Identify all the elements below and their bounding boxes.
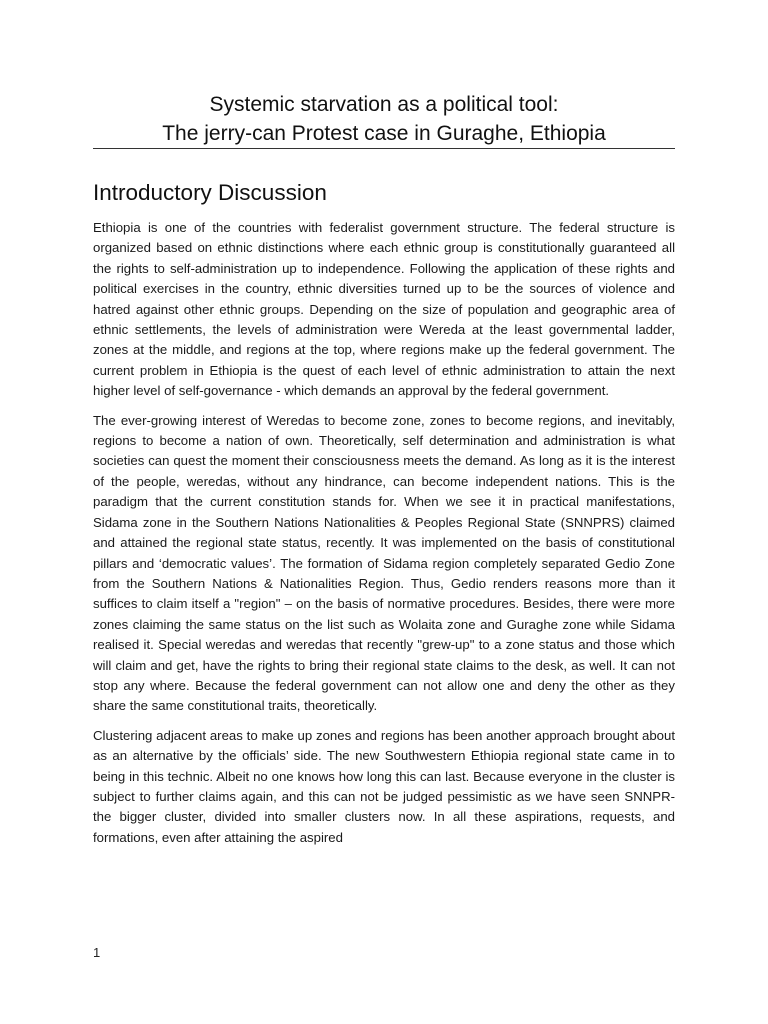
title-line-2: The jerry-can Protest case in Guraghe, Ethiopia bbox=[162, 122, 606, 145]
body-text bbox=[93, 218, 675, 857]
title-divider bbox=[93, 148, 675, 149]
title-line-1: Systemic starvation as a political tool: bbox=[209, 93, 559, 116]
paragraph-3: Clustering adjacent areas to make up zones and regions has been another approach brought about as an alternative by the officials’ side. The new Southwestern Ethiopia regional state came in to being in this technic. Albeit no one knows how long this can last. Because everyone in the cluster is subject to further claims again, and this can not be judged pessimistic as we have seen SNNPR- the bigger cluster, divided into smaller clusters now. In all these aspirations, requests, and formations, even after attaining the aspired bbox=[93, 727, 675, 845]
paragraph-1: Ethiopia is one of the countries with federalist government structure. The federal structure is organized based on ethnic distinctions where each ethnic group is constitutionally guaranteed all the rights to self-administration up to independence. Following the application of these rights and political exercises in the country, ethnic diversities turned up to be the sources of violence and hatred against other ethnic groups. Depending on the size of population and geographic area of ethnic settlements, the levels of administration were Wereda at the least governmental ladder, zones at the middle, and regions at the top, where regions make up the federal government. The current problem in Ethiopia is the quest of each level of ethnic administration to attain the next higher level of self-governance - which demands an approval by the federal government. bbox=[93, 220, 675, 399]
section-heading: Introductory Discussion bbox=[93, 180, 327, 205]
document-title bbox=[93, 90, 675, 148]
paragraph-2: The ever-growing interest of Weredas to become zone, zones to become regions, and inevitably, regions to become a nation of own. Theoretically, self determination and administration is what societies can quest the moment their consciousness meets the demand. As long as it is the interest of the people, weredas, without any hindrance, can become independent nations. This is the paradigm that the current constitution stands for. When we see it in practical manifestations, Sidama zone in the Southern Nations Nationalities & Peoples Regional State (SNNPRS) claimed and attained the regional state status, recently. It was implemented on the basis of constitutional pillars and ‘democratic values’. The formation of Sidama region completely separated Gedio Zone from the Southern Nations & Nationalities Region. Thus, Gedio renders reasons more than it suffices to claim itself a "region" – on the basis of normative procedures. Besides, there were more zones claiming the same status on the list such as Wolaita zone and Guraghe zone while Sidama realised it. Special weredas and weredas that recently "grew-up" to a zone status and those which will claim and get, have the rights to bring their regional state claims to the desk, as well. It can not stop any where. Because the federal government can not allow one and deny the other as they share the same constitutional traits, theoretically. bbox=[93, 412, 675, 714]
page-number: 1 bbox=[93, 945, 101, 960]
